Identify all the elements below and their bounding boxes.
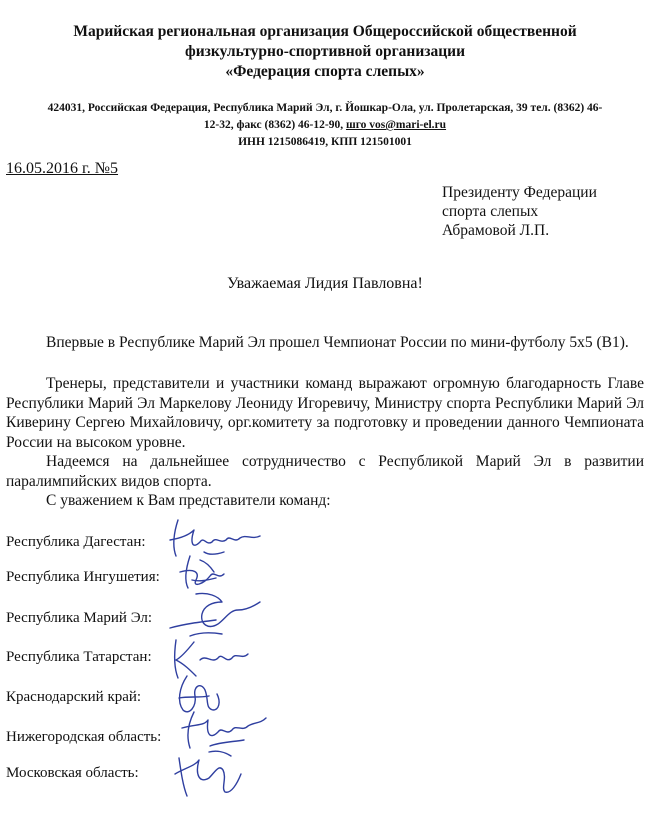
body-paragraph: Тренеры, представители и участники команд выражают огромную благодарность Главе Республики Марий Эл Маркелову Леониду Игоревичу, Министру спорта Республики Марий Эл Киверину Сергею Михайловичу, орг.комитету за подготовку и проведении данного Чемпионата России на высоком уровне.: [6, 375, 644, 451]
letter-date-number: 16.05.2016 г. №5: [6, 160, 119, 177]
inn-kpp: ИНН 1215086419, КПП 121501001: [238, 136, 412, 148]
body-paragraph: Впервые в Республике Марий Эл прошел Чемпионат России по мини-футболу 5х5 (В1).: [46, 334, 629, 351]
address-phone-fax: 12-32, факс (8362) 46-12-90,: [203, 119, 346, 131]
org-name-line-3: «Федерация спорта слепых»: [225, 63, 425, 80]
rep-label-mari-el: Республика Марий Эл:: [6, 610, 153, 626]
rep-label-krasnodar: Краснодарский край:: [6, 689, 142, 705]
rep-label-dagestan: Республика Дагестан:: [6, 534, 146, 550]
address-email[interactable]: шго vos@mari-el.ru: [345, 119, 447, 131]
recipient-line: Президенту Федерации: [442, 184, 597, 201]
org-name-line-1: Марийская региональная организация Общероссийской общественной: [73, 23, 577, 40]
recipient-line: Абрамовой Л.П.: [442, 222, 550, 239]
signature-moscow-oblast: [165, 744, 255, 804]
rep-label-tatarstan: Республика Татарстан:: [6, 649, 152, 665]
rep-label-moscow-oblast: Московская область:: [6, 765, 139, 781]
org-name-line-2: физкультурно-спортивной организации: [184, 43, 466, 60]
rep-label-ingushetia: Республика Ингушетия:: [6, 569, 160, 585]
greeting: Уважаемая Лидия Павловна!: [227, 275, 423, 292]
rep-label-nizhny-novgorod: Нижегородская область:: [6, 729, 162, 745]
body-paragraph: Надеемся на дальнейшее сотрудничество с Республикой Марий Эл в развитии паралимпийских видов спорта.: [6, 453, 644, 490]
recipient-line: спорта слепых: [442, 203, 539, 220]
body-paragraph: С уважением к Вам представители команд:: [46, 492, 331, 509]
address-line-1: 424031, Российская Федерация, Республика Марий Эл, г. Йошкар-Ола, ул. Пролетарская, 39 тел. (8362) 46-: [47, 102, 603, 114]
address-line-2: [0, 117, 650, 134]
recipient-block: [442, 183, 597, 240]
